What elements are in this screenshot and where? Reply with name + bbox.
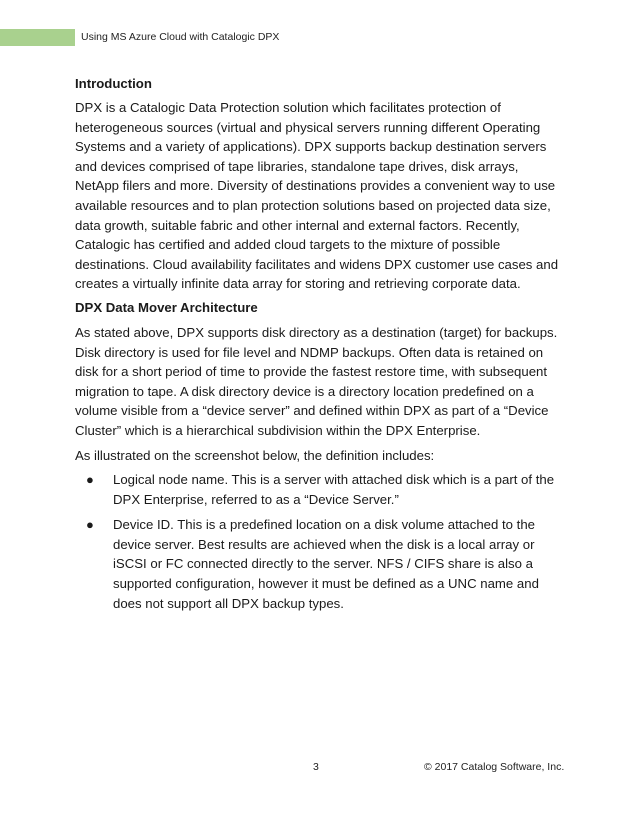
bullet-text: Logical node name. This is a server with attached disk which is a part of the DPX Enterprise, referred to as a “Device Server.” — [113, 472, 555, 507]
copyright-notice: © 2017 Catalog Software, Inc. — [424, 761, 565, 773]
bullet-marker: ● — [86, 472, 94, 488]
architecture-paragraph: As stated above, DPX supports disk directory as a destination (target) for backups. Disk directory is used for file level and NDMP backups. Often data is retained on disk for a short period of time to provide the fastest restore time, with subsequent migration to tape. A disk directory device is a directory location predefined on a volume visible from a “device server” and defined within DPX as part of a “Device Cluster” which is a hierarchical subdivision within the DPX Enterprise. — [75, 324, 558, 438]
bullet-marker: ● — [86, 517, 94, 533]
section-heading-introduction: Introduction — [75, 76, 152, 91]
definition-bullet-list — [75, 470, 565, 613]
section-heading-architecture: DPX Data Mover Architecture — [75, 299, 258, 315]
document-body — [75, 74, 565, 619]
running-header: Using MS Azure Cloud with Catalogic DPX — [81, 31, 280, 43]
bullet-item-logical-node — [75, 470, 565, 509]
bullet-item-device-id — [75, 515, 565, 613]
bullet-text: Device ID. This is a predefined location on a disk volume attached to the device server. Best results are achieved when the disk is a local array or iSCSI or FC connected directly to the server. NFS / CIFS share is also a supported configuration, however it must be defined as a UNC name and does not support all DPX backup types. — [113, 517, 539, 611]
header-accent-bar — [0, 29, 75, 46]
definition-lead-paragraph: As illustrated on the screenshot below, the definition includes: — [75, 447, 435, 463]
intro-paragraph: DPX is a Catalogic Data Protection solution which facilitates protection of heterogeneous sources (virtual and physical servers running different Operating Systems and a variety of applications). DPX supports backup destination servers and devices comprised of tape libraries, standalone tape drives, disk arrays, NetApp filers and more. Diversity of destinations provides a convenient way to use available resources and to plan protection solutions based on projected data size, data growth, suitable fabric and other internal and external factors. Recently, Catalogic has certified and added cloud targets to the mixture of possible destinations. Cloud availability facilitates and widens DPX customer use cases and creates a virtually infinite data array for storing and retrieving corporate data. — [75, 100, 559, 292]
page-number: 3 — [313, 761, 319, 773]
